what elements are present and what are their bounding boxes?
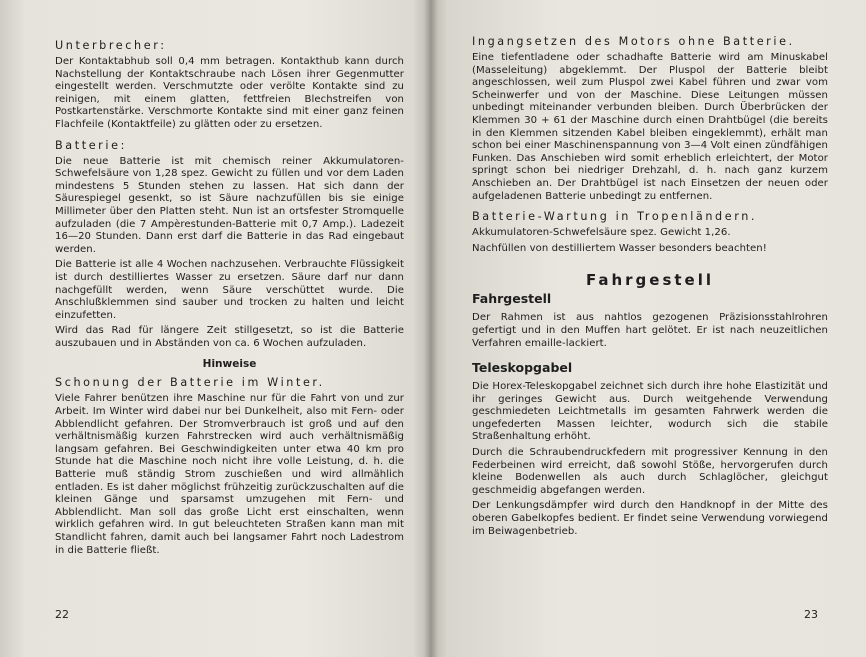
- heading-teleskopgabel: Teleskopgabel: [472, 360, 573, 376]
- paragraph-lenkungsdaempfer: Der Lenkungsdämpfer wird durch den Handknopf in der Mitte des oberen Gabelkopfes bedient. Er findet seine Verwendung vorwiegend im Beiwagenbetrieb.: [472, 500, 828, 537]
- right-page: [430, 0, 866, 657]
- heading-unterbrecher: Unterbrecher:: [55, 39, 167, 52]
- paragraph-tropen-water: Nachfüllen von destilliertem Wasser besonders beachten!: [472, 242, 767, 254]
- heading-fahrgestell: Fahrgestell: [472, 291, 552, 307]
- paragraph-federbeine: Durch die Schraubendruckfedern mit progressiver Kennung in den Federbeinen wird erreicht, daß sowohl Stöße, hervorgerufen durch kleine Bodenwellen als auch durch Schlaglöcher, gleichgut geschmeidig abgefangen werden.: [472, 447, 828, 496]
- paragraph-rahmen: Der Rahmen ist aus nahtlos gezogenen Präzisionsstahlrohren gefertigt und in den Muffen hart gelötet. Er ist nach neuzeitlichen Verfahren emaille-lackiert.: [472, 312, 828, 349]
- heading-schonung: Schonung der Batterie im Winter.: [55, 376, 325, 390]
- left-page: [0, 0, 430, 657]
- book-gutter: [424, 0, 438, 657]
- paragraph-ingangsetzen: Eine tiefentladene oder schadhafte Batterie wird am Minuskabel (Masseleitung) abgeklemmt. Der Pluspol der Batterie bleibt angeschlossen, weil zum Pluspol zwei Kabel führen und zwar vom Scheinwerfer und von der Maschine. Diese Leitungen müssen unbedingt miteinander verbunden bleiben. Durch Überbrücken der Klemmen 30 + 61 der Maschine durch einen Drahtbügel (die bereits in den Klemmen sitzenden Kabel bleiben eingeklemmt), erhält man schon bei einer Maschinenspannung von 3—4 Volt einen zündfähigen Funken. Das Anschieben wird somit erheblich erleichtert, der Motor springt schon bei niedriger Drehzahl, d. h. nach ganz kurzem Anschieben an. Der Drahtbügel ist nach Einsetzen der neuen oder aufgeladenen Batterie unbedingt zu entfernen.: [472, 52, 828, 202]
- heading-tropen: Batterie-Wartung in Tropenländern.: [472, 210, 758, 224]
- paragraph-batterie-check: Die Batterie ist alle 4 Wochen nachzusehen. Verbrauchte Flüssigkeit ist durch destilliertes Wasser zu ersetzen. Säure darf nur dann nachgefüllt werden, wenn Säure verschüttet wurde. Die Anschlußklemmen sind sauber und trocken zu halten und leicht einzufetten.: [55, 259, 404, 321]
- paragraph-unterbrecher: Der Kontaktabhub soll 0,4 mm betragen. Kontakthub kann durch Nachstellung der Kontaktschraube nach Lösen ihrer Gegenmutter eingestellt werden. Verschmutzte oder verölte Kontakte sind zu reinigen, mit einem glatten, fettfreien Blechstreifen von Postkartenstärke. Verschmorte Kontakte sind mit einer ganz feinen Flachfeile (Kontaktfeile) zu glätten oder zu ersetzen.: [55, 56, 404, 130]
- section-title-fahrgestell: Fahrgestell: [585, 271, 715, 290]
- paragraph-batterie-storage: Wird das Rad für längere Zeit stillgesetzt, so ist die Batterie auszubauen und in Abständen von ca. 6 Wochen aufzuladen.: [55, 325, 404, 349]
- paragraph-teleskopgabel: Die Horex-Teleskopgabel zeichnet sich durch ihre hohe Elastizität und ihr geringes Gewicht aus. Durch weitgehende Verwendung geschmiedeten Leichtmetalls im gesamten Fahrwerk werden die ungefederten Massen leichter, wodurch sich die stabile Straßenhaltung erhöht.: [472, 381, 828, 443]
- paragraph-tropen-acid: Akkumulatoren-Schwefelsäure spez. Gewicht 1,26.: [472, 227, 731, 239]
- paragraph-winter: Viele Fahrer benützen ihre Maschine nur für die Fahrt von und zur Arbeit. Im Winter wird dabei nur bei Dunkelheit, also mit Fern- oder Abblendlicht gefahren. Der Stromverbrauch ist groß und auf den verhältnismäßig kurzen Fahrstrecken wird auch verhältnismäßig langsam gefahren. Bei Geschwindigkeiten unter etwa 40 km pro Stunde hat die Maschine noch nicht ihre volle Leistung, d. h. die Batterie muß ständig Strom zuschießen und wird allmählich entladen. Es ist daher möglichst frühzeitig zurückzuschalten auf die kleinen Gänge und sparsamst umzugehen mit Fern- und Abblendlicht. Man soll das große Licht erst einschalten, wenn wirklich gefahren wird. In gut beleuchteten Straßen kann man mit Standlicht fahren, damit auch bei langsamer Fahrt noch Ladestrom in die Batterie fließt.: [55, 393, 404, 556]
- heading-hinweise: Hinweise: [202, 358, 257, 371]
- page-number-left: 22: [55, 608, 69, 621]
- heading-ingangsetzen: Ingangsetzen des Motors ohne Batterie.: [472, 35, 795, 48]
- page-number-right: 23: [804, 608, 818, 621]
- paragraph-batterie-fill: Die neue Batterie ist mit chemisch reiner Akkumulatoren-Schwefelsäure von 1,28 spez. Gewicht zu füllen und vor dem Laden mindestens 5 Stunden stehen zu lassen. Hat sich dann der Säurespiegel gesenkt, so ist Säure nachzufüllen bis sie einige Millimeter über den Platten steht. Nun ist an ortsfester Stromquelle aufzuladen (die 7 Ampèrestunden-Batterie mit 0,7 Amp.). Ladezeit 16—20 Stunden. Dann erst darf die Batterie in das Rad eingebaut werden.: [55, 155, 404, 255]
- heading-batterie: Batterie:: [55, 138, 127, 152]
